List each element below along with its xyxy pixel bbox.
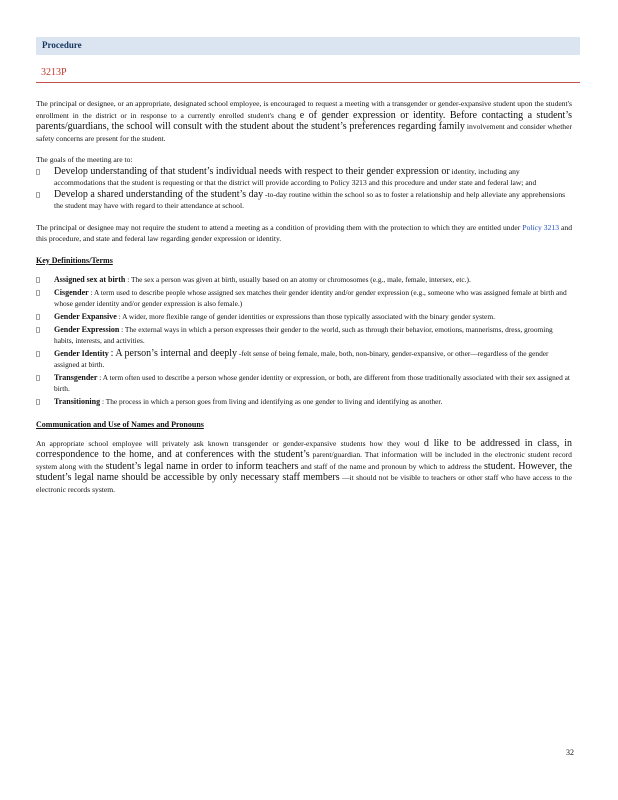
communication-text-f: student. However, the student’s legal name should be accessible by only necessary staff members bbox=[36, 460, 573, 483]
term-name: Gender Identity bbox=[54, 348, 109, 358]
goal-text-small: -to-day routine within the school so as to foster a relationship and help alleviate any apprehensions the student may have with regard to their attendance at school. bbox=[54, 189, 566, 210]
communication-text-e: and staff of the name and pronoun by which to address the bbox=[300, 461, 482, 471]
communication-text-c: parent/guardian. That information will be included in the electronic student record system along with the bbox=[36, 450, 572, 471]
list-item bbox=[36, 274, 572, 285]
definitions-heading-text: Key Definitions/Terms bbox=[36, 255, 113, 265]
list-item bbox=[36, 324, 572, 346]
communication-text-b: d like to be addressed in class, in correspondence to the home, and at conferences with the student’s bbox=[36, 437, 572, 460]
term-definition: : The process in which a person goes from living and identifying as one gender to living and identifying as another. bbox=[101, 396, 443, 406]
protection-paragraph bbox=[36, 222, 572, 245]
bullet-icon: ▯ bbox=[36, 324, 41, 334]
list-item bbox=[36, 287, 572, 309]
goal-text-small: identity, including any accommodations that the student is requesting or that the district will provide according to Policy 3213 and this procedure and under state and federal law; and bbox=[54, 166, 537, 187]
goal-text-big: Develop understanding of that student’s individual needs with respect to their gender expression or bbox=[54, 165, 450, 177]
communication-text-g: —it should not be visible to teachers or other staff who have access to the electronic records system. bbox=[36, 473, 572, 494]
intro-text-c: involvement and consider whether safety concerns are present for the student. bbox=[36, 122, 572, 143]
term-name: Transgender bbox=[54, 372, 98, 382]
protection-text-a: The principal or designee may not require the student to attend a meeting as a condition of providing them with the protection to which they are entitled under bbox=[36, 222, 521, 232]
term-definition-big: : A person’s internal and deeply bbox=[110, 347, 237, 359]
term-definition: : The external ways in which a person expresses their gender to the world, such as through their behavior, emotions, mannerisms, dress, grooming habits, interests, and activities. bbox=[54, 324, 553, 345]
communication-heading bbox=[36, 419, 572, 431]
bullet-icon: ▯ bbox=[36, 311, 41, 321]
communication-text-d: student’s legal name in order to inform teachers bbox=[105, 460, 299, 472]
bullet-icon: ▯ bbox=[36, 287, 41, 297]
intro-text-a: The principal or designee, or an appropriate, designated school employee, is encouraged to request a meeting with a transgender or gender-expansive student upon the student's enrollment in the district or in response to a currently enrolled student's chang bbox=[36, 99, 572, 120]
term-name: Cisgender bbox=[54, 287, 89, 297]
goals-list bbox=[36, 166, 572, 212]
bullet-icon: ▯ bbox=[36, 396, 41, 406]
bullet-icon: ▯ bbox=[36, 274, 41, 284]
document-body bbox=[36, 98, 572, 495]
page-number: 32 bbox=[566, 748, 574, 757]
document-code: 3213P bbox=[41, 67, 67, 78]
list-item bbox=[36, 348, 572, 370]
policy-link[interactable]: Policy 3213 bbox=[522, 222, 559, 232]
list-item bbox=[36, 166, 572, 189]
goal-text-big: Develop a shared understanding of the student’s day bbox=[54, 188, 264, 200]
term-definition: : A term often used to describe a person whose gender identity or expression, or both, are different from those traditionally associated with their sex assigned at birth. bbox=[54, 372, 570, 393]
term-definition: : A wider, more flexible range of gender identities or expressions than those typically associated with the binary gender system. bbox=[118, 311, 495, 321]
header-band bbox=[36, 37, 580, 55]
communication-paragraph bbox=[36, 438, 572, 496]
bullet-icon: ▯ bbox=[36, 166, 41, 176]
list-item bbox=[36, 396, 572, 407]
term-definition: -felt sense of being female, male, both, non-binary, gender-expansive, or other—regardless of the gender assigned at birth. bbox=[54, 348, 549, 369]
intro-paragraph bbox=[36, 98, 572, 144]
bullet-icon: ▯ bbox=[36, 348, 41, 358]
term-definition: : A term used to describe people whose assigned sex matches their gender identity and/or gender expression (e.g., someone who was assigned female at birth and whose gender identity and/or gender expression is also female.) bbox=[54, 287, 567, 308]
term-name: Transitioning bbox=[54, 396, 101, 406]
protection-text-b: and this procedure, and state and federal law regarding gender expression or identity. bbox=[36, 222, 573, 243]
definitions-list bbox=[36, 274, 572, 407]
list-item bbox=[36, 189, 572, 212]
header-divider bbox=[36, 82, 580, 83]
bullet-icon: ▯ bbox=[36, 189, 41, 199]
section-title: Procedure bbox=[42, 40, 82, 50]
list-item bbox=[36, 372, 572, 394]
intro-text-b: e of gender expression or identity. Before contacting a student’s parents/guardians, the school will consult with the student about the student’s preferences regarding family bbox=[36, 109, 572, 132]
communication-heading-text: Communication and Use of Names and Pronouns bbox=[36, 419, 204, 429]
term-definition: : The sex a person was given at birth, usually based on an atomy or chromosomes (e.g., male, female, intersex, etc.). bbox=[127, 274, 471, 284]
definitions-heading bbox=[36, 255, 572, 267]
term-name: Assigned sex at birth bbox=[54, 274, 126, 284]
term-name: Gender Expansive bbox=[54, 311, 117, 321]
communication-text-a: An appropriate school employee will privately ask known transgender or gender-expansive students how they woul bbox=[36, 438, 420, 448]
list-item bbox=[36, 311, 572, 322]
bullet-icon: ▯ bbox=[36, 372, 41, 382]
term-name: Gender Expression bbox=[54, 324, 120, 334]
goals-lead: The goals of the meeting are to: bbox=[36, 155, 133, 164]
